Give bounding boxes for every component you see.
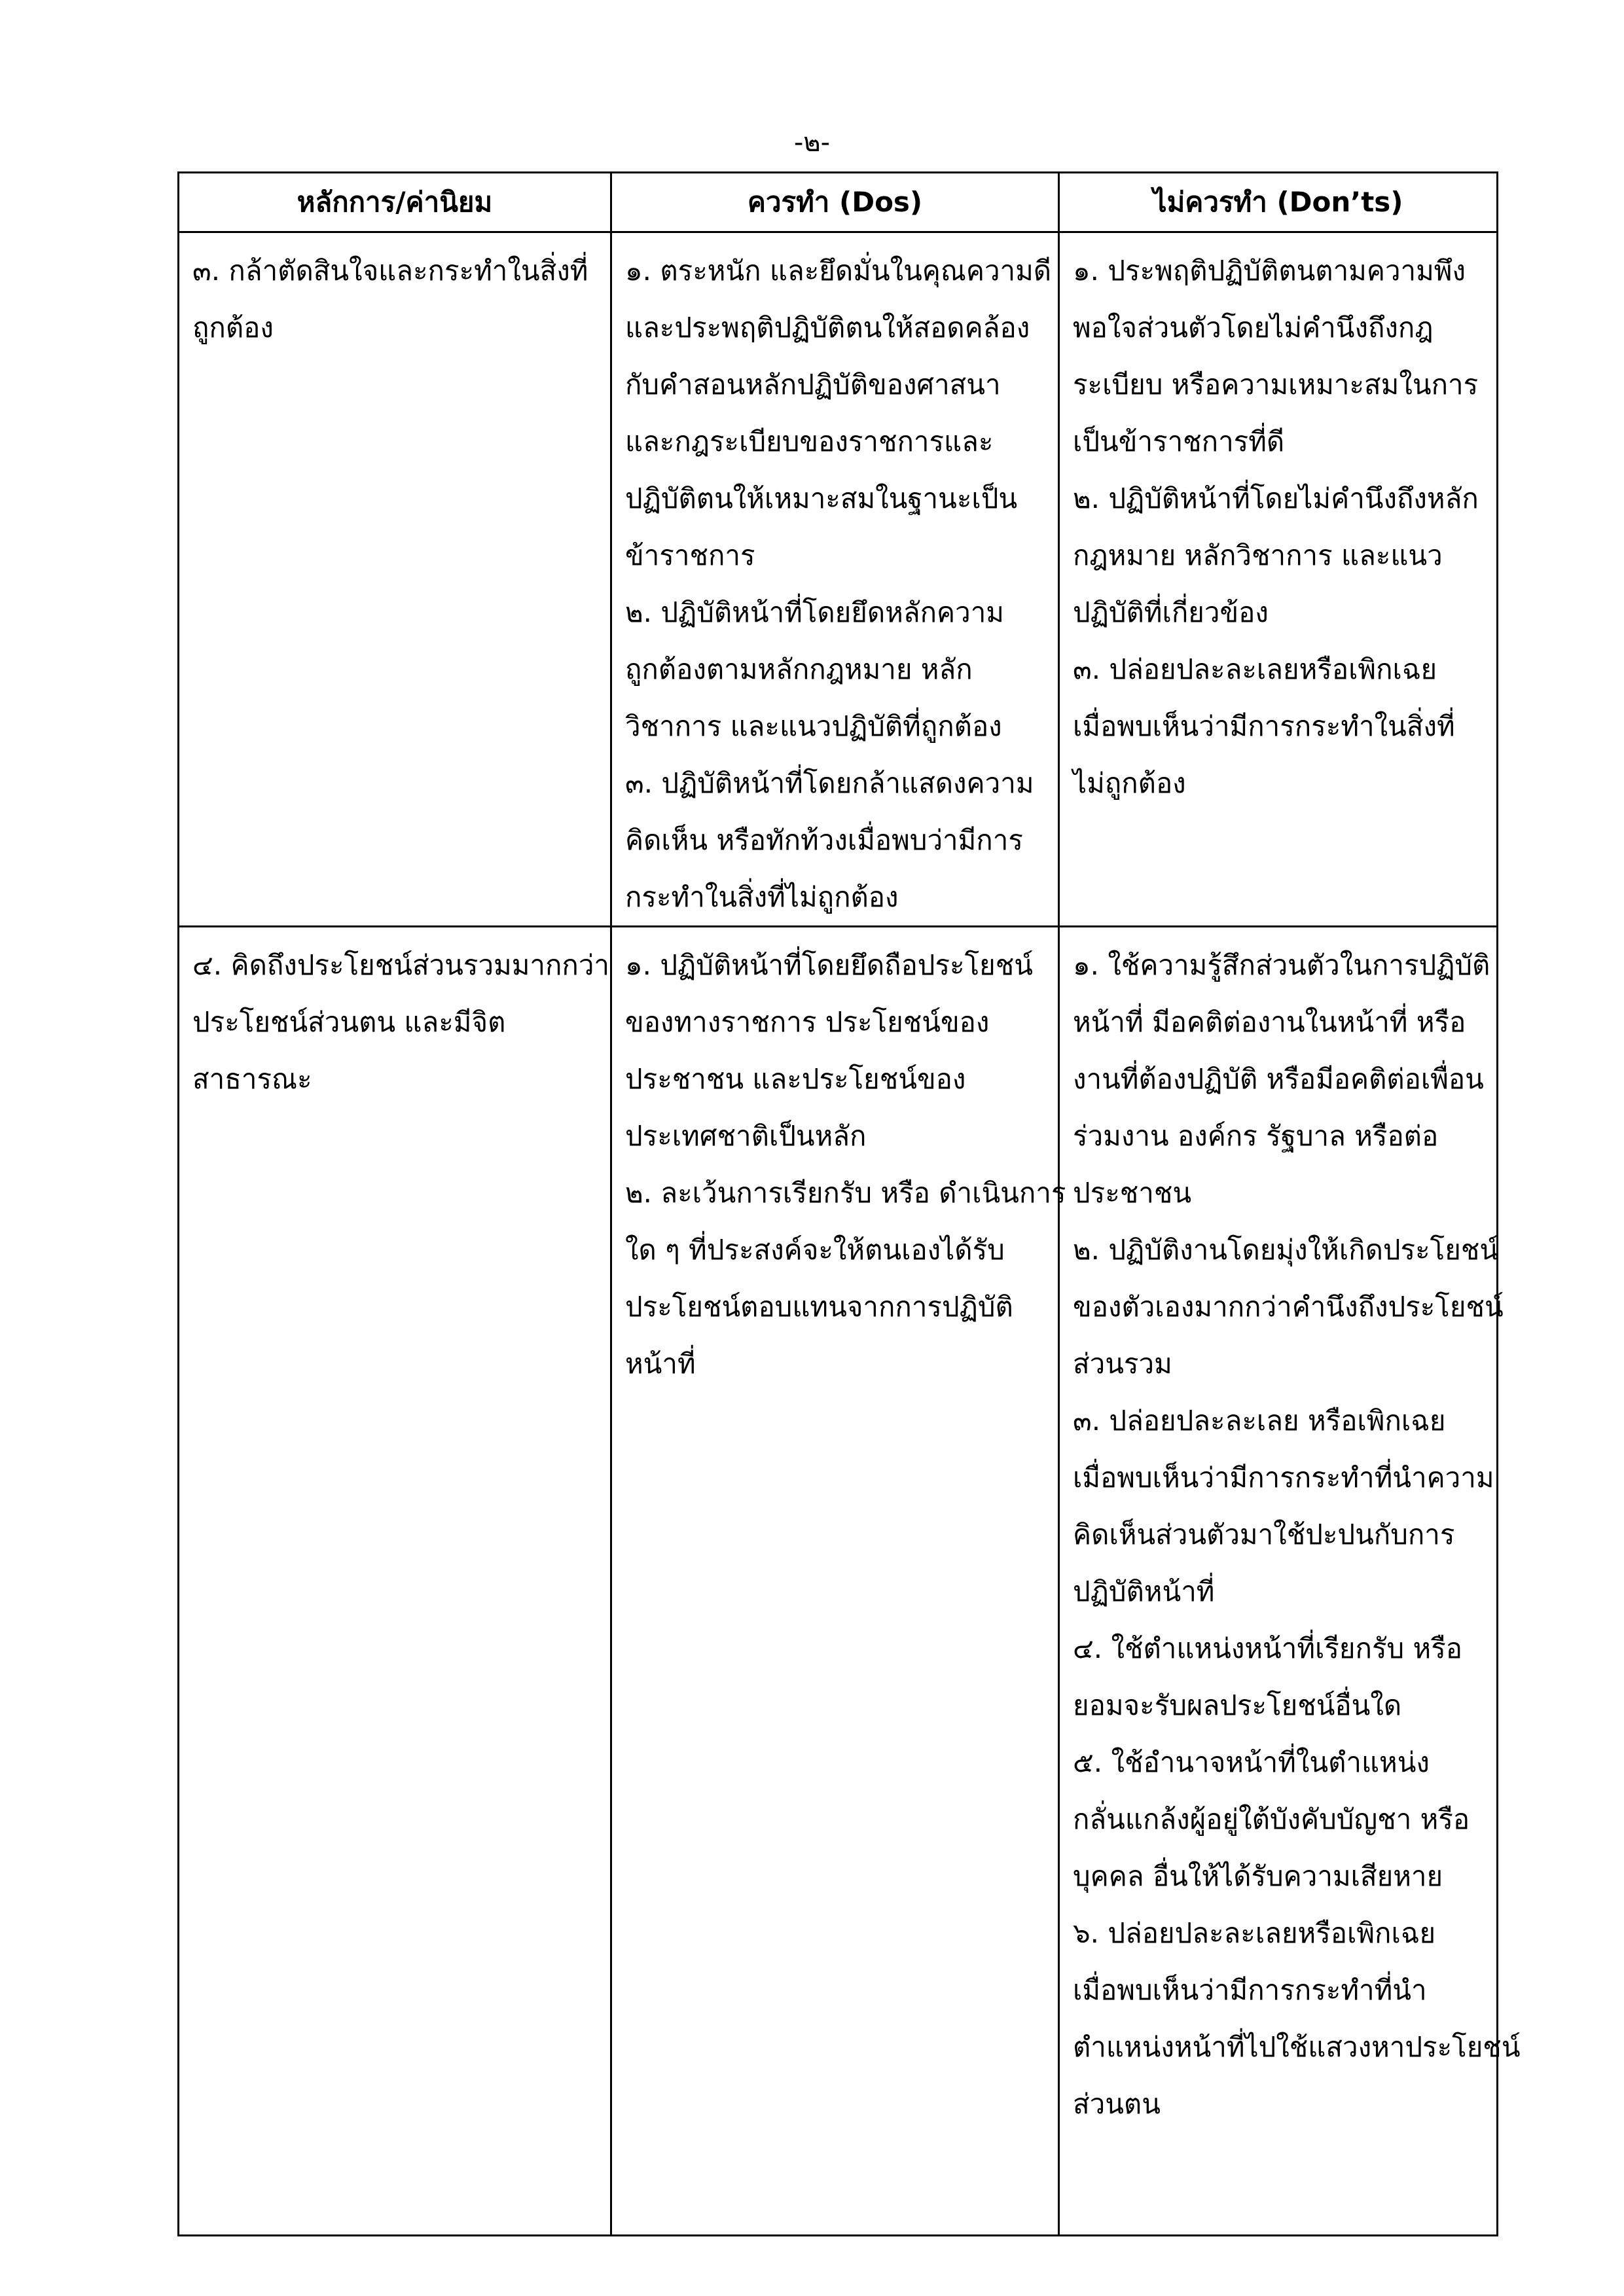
cell-text-line: ๓. กล้าตัดสินใจและกระทำในสิ่งที่ [192,255,588,287]
cell-text-line: ๒. ละเว้นการเรียกรับ หรือ ดำเนินการ [625,1177,1066,1209]
ethics-table [177,171,1521,2236]
cell-text-line: ส่วนตน [1073,2088,1161,2120]
cell-text-line: และประพฤติปฏิบัติตนให้สอดคล้อง [625,312,1030,344]
cell-text-line: ๑. ใช้ความรู้สึกส่วนตัวในการปฏิบัติ [1073,949,1490,981]
cell-text-line: กลั่นแกล้งผู้อยู่ใต้บังคับบัญชา หรือ [1073,1803,1470,1835]
cell-text-line: และกฎระเบียบของราชการและ [625,425,994,457]
cell-text-line: ๓. ปล่อยปละละเลย หรือเพิกเฉย [1073,1405,1446,1437]
cell-text-line: กับคำสอนหลักปฏิบัติของศาสนา [625,368,1001,401]
page-number: -๒- [793,128,831,158]
cell-text-line: วิชาการ และแนวปฏิบัติที่ถูกต้อง [625,710,1002,742]
cell-text-line: ของทางราชการ ประโยชน์ของ [625,1006,990,1038]
cell-text-line: คิดเห็นส่วนตัวมาใช้ปะปนกับการ [1073,1518,1455,1551]
cell-text-line: พอใจส่วนตัวโดยไม่คำนึงถึงกฎ [1073,312,1434,344]
cell-text-line: ของตัวเองมากกว่าคำนึงถึงประโยชน์ [1073,1291,1504,1323]
donts-cell [1059,232,1498,927]
cell-text-line: ประชาชน และประโยชน์ของ [625,1063,966,1095]
cell-text-line: ร่วมงาน องค์กร รัฐบาล หรือต่อ [1073,1120,1439,1152]
cell-text-line: ปฏิบัติหน้าที่ [1073,1575,1215,1607]
cell-text-line: ถูกต้องตามหลักกฎหมาย หลัก [625,653,973,685]
cell-text-line: ประโยชน์ตอบแทนจากการปฏิบัติ [625,1291,1013,1323]
cell-text-line: ถูกต้อง [192,312,274,344]
cell-text-line: กระทำในสิ่งที่ไม่ถูกต้อง [625,881,899,913]
principle-cell [179,927,611,2236]
cell-text-line: ๓. ปล่อยปละละเลยหรือเพิกเฉย [1073,653,1437,685]
cell-text-line: ใด ๆ ที่ประสงค์จะให้ตนเองได้รับ [625,1234,1005,1266]
cell-text-line: เมื่อพบเห็นว่ามีการกระทำในสิ่งที่ [1073,710,1455,742]
table-row [179,232,1498,927]
table-header-row [179,173,1498,232]
cell-text-line: ปฏิบัติที่เกี่ยวข้อง [1073,596,1269,628]
cell-text-line: หน้าที่ [625,1348,696,1380]
cell-text-line: กฎหมาย หลักวิชาการ และแนว [1073,539,1443,571]
header-dos: ควรทำ (Dos) [611,173,1059,232]
donts-cell [1059,927,1521,2236]
cell-text-line: ตำแหน่งหน้าที่ไปใช้แสวงหาประโยชน์ [1073,2031,1521,2063]
cell-text-line: ๒. ปฏิบัติหน้าที่โดยยึดหลักความ [625,596,1004,628]
cell-text-line: หน้าที่ มีอคติต่องานในหน้าที่ หรือ [1073,1006,1466,1038]
cell-text-line: เมื่อพบเห็นว่ามีการกระทำที่นำความ [1073,1462,1494,1494]
cell-text-line: ๑. ปฏิบัติหน้าที่โดยยึดถือประโยชน์ [625,949,1033,981]
cell-text-line: ข้าราชการ [625,539,755,571]
header-principle: หลักการ/ค่านิยม [179,173,611,232]
cell-text-line: เป็นข้าราชการที่ดี [1073,425,1285,457]
cell-text-line: สาธารณะ [192,1063,312,1095]
cell-text-line: ๓. ปฏิบัติหน้าที่โดยกล้าแสดงความ [625,767,1034,799]
cell-text-line: ส่วนรวม [1073,1348,1172,1380]
cell-text-line: ๔. ใช้ตำแหน่งหน้าที่เรียกรับ หรือ [1073,1632,1462,1664]
cell-text-line: ๖. ปล่อยปละละเลยหรือเพิกเฉย [1073,1917,1436,1949]
table-row [179,927,1498,2236]
cell-text-line: ระเบียบ หรือความเหมาะสมในการ [1073,368,1479,401]
cell-text-line: ประชาชน [1073,1177,1192,1209]
cell-text-line: ๔. คิดถึงประโยชน์ส่วนรวมมากกว่า [192,949,610,981]
cell-text-line: ประเทศชาติเป็นหลัก [625,1120,867,1152]
cell-text-line: งานที่ต้องปฏิบัติ หรือมีอคติต่อเพื่อน [1073,1063,1484,1095]
cell-text-line: ๕. ใช้อำนาจหน้าที่ในตำแหน่ง [1073,1746,1430,1778]
dos-cell [611,927,1066,2236]
cell-text-line: บุคคล อื่นให้ได้รับความเสียหาย [1073,1860,1443,1892]
cell-text-line: ไม่ถูกต้อง [1073,767,1186,799]
cell-text-line: เมื่อพบเห็นว่ามีการกระทำที่นำ [1073,1974,1427,2006]
cell-text-line: ๒. ปฏิบัติงานโดยมุ่งให้เกิดประโยชน์ [1073,1234,1499,1266]
cell-text-line: ยอมจะรับผลประโยชน์อื่นใด [1073,1689,1402,1721]
header-donts: ไม่ควรทำ (Don’ts) [1059,173,1498,232]
cell-text-line: ๑. ประพฤติปฏิบัติตนตามความพึง [1073,255,1466,287]
cell-text-line: ปฏิบัติตนให้เหมาะสมในฐานะเป็น [625,482,1018,514]
dos-cell [611,232,1059,927]
principle-cell [179,232,611,927]
cell-text-line: ๑. ตระหนัก และยึดมั่นในคุณความดี [625,255,1052,287]
cell-text-line: คิดเห็น หรือทักท้วงเมื่อพบว่ามีการ [625,824,1023,856]
cell-text-line: ประโยชน์ส่วนตน และมีจิต [192,1006,506,1038]
cell-text-line: ๒. ปฏิบัติหน้าที่โดยไม่คำนึงถึงหลัก [1073,482,1479,514]
